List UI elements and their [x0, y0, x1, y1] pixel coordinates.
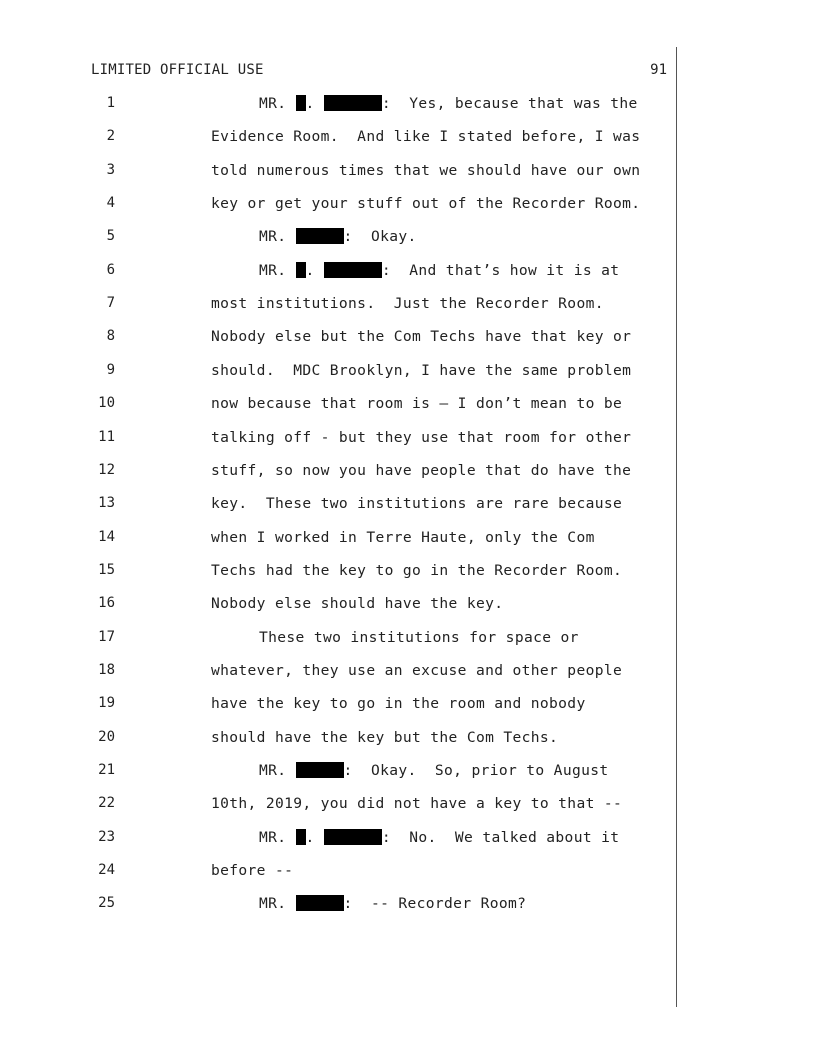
transcript-line	[0, 529, 676, 551]
transcript-line	[0, 395, 676, 417]
line-number: 2	[106, 128, 115, 145]
transcript-line	[0, 862, 676, 884]
transcript-line	[0, 262, 676, 284]
line-text: MR. : -- Recorder Room?	[259, 895, 527, 913]
line-text: most institutions. Just the Recorder Room.	[211, 295, 604, 313]
transcript-line	[0, 829, 676, 851]
transcript-line	[0, 328, 676, 350]
line-number: 7	[106, 295, 115, 312]
line-number: 1	[106, 95, 115, 111]
transcript-line	[0, 128, 676, 150]
line-number: 19	[98, 695, 115, 712]
line-text: key. These two institutions are rare because	[211, 495, 623, 513]
line-text: MR. . : And that’s how it is at	[259, 261, 620, 279]
redaction-box	[296, 95, 306, 111]
redaction-box	[324, 262, 382, 278]
line-number: 14	[98, 528, 115, 545]
transcript-line	[0, 362, 676, 384]
redaction-box	[296, 829, 306, 845]
transcript-line	[0, 662, 676, 684]
line-text: Nobody else but the Com Techs have that key or	[211, 328, 632, 346]
redaction-box	[296, 762, 344, 778]
line-text: told numerous times that we should have our own	[211, 161, 641, 179]
line-number: 13	[98, 495, 115, 512]
line-text: MR. : Okay.	[259, 228, 417, 246]
transcript-line	[0, 429, 676, 451]
line-number: 12	[98, 461, 115, 478]
line-text: should. MDC Brooklyn, I have the same problem	[211, 361, 632, 379]
line-number: 21	[98, 762, 115, 778]
transcript-line	[0, 729, 676, 751]
line-number: 5	[106, 228, 115, 245]
line-number: 8	[106, 328, 115, 345]
transcript-line	[0, 95, 676, 117]
page-number: 91	[650, 62, 667, 78]
line-number: 11	[98, 428, 115, 445]
transcript-line	[0, 195, 676, 217]
line-number: 10	[98, 395, 115, 412]
line-text: talking off - but they use that room for other	[211, 428, 632, 446]
line-text: Evidence Room. And like I stated before, I was	[211, 128, 641, 146]
margin-rule	[676, 47, 677, 1007]
line-number: 16	[98, 595, 115, 612]
redaction-box	[296, 228, 344, 244]
transcript-line	[0, 595, 676, 617]
line-number: 24	[98, 862, 115, 879]
line-text: MR. . : No. We talked about it	[259, 828, 620, 846]
line-number: 18	[98, 661, 115, 678]
line-number: 22	[98, 795, 115, 812]
line-number: 15	[98, 561, 115, 578]
redaction-box	[324, 829, 382, 845]
line-text: These two institutions for space or	[259, 628, 579, 646]
line-text: MR. . : Yes, because that was the	[259, 95, 638, 112]
transcript-line	[0, 462, 676, 484]
line-number: 23	[98, 828, 115, 845]
line-number: 17	[98, 628, 115, 645]
page-header-left: LIMITED OFFICIAL USE	[91, 62, 264, 78]
redaction-box	[296, 262, 306, 278]
redaction-box	[296, 895, 344, 911]
line-number: 9	[106, 361, 115, 378]
line-text: now because that room is – I don’t mean to be	[211, 395, 623, 413]
transcript-line	[0, 495, 676, 517]
transcript-line	[0, 895, 676, 917]
transcript-line	[0, 562, 676, 584]
line-text: key or get your stuff out of the Recorder Room.	[211, 195, 641, 213]
line-text: stuff, so now you have people that do have the	[211, 461, 632, 479]
transcript-line	[0, 295, 676, 317]
transcript-line	[0, 795, 676, 817]
transcript-line	[0, 162, 676, 184]
line-text: MR. : Okay. So, prior to August	[259, 762, 609, 779]
redaction-box	[324, 95, 382, 111]
line-text: before --	[211, 862, 294, 880]
line-number: 25	[98, 895, 115, 912]
line-text: 10th, 2019, you did not have a key to that --	[211, 795, 623, 813]
line-text: Nobody else should have the key.	[211, 595, 504, 613]
transcript-line	[0, 762, 676, 784]
line-number: 6	[106, 261, 115, 278]
transcript-line	[0, 629, 676, 651]
line-number: 20	[98, 728, 115, 745]
line-number: 4	[106, 195, 115, 212]
transcript-line	[0, 695, 676, 717]
transcript-line	[0, 228, 676, 250]
line-text: when I worked in Terre Haute, only the Com	[211, 528, 595, 546]
line-number: 3	[106, 161, 115, 178]
line-text: Techs had the key to go in the Recorder Room.	[211, 561, 623, 579]
line-text: should have the key but the Com Techs.	[211, 728, 559, 746]
line-text: have the key to go in the room and nobody	[211, 695, 586, 713]
line-text: whatever, they use an excuse and other people	[211, 661, 623, 679]
